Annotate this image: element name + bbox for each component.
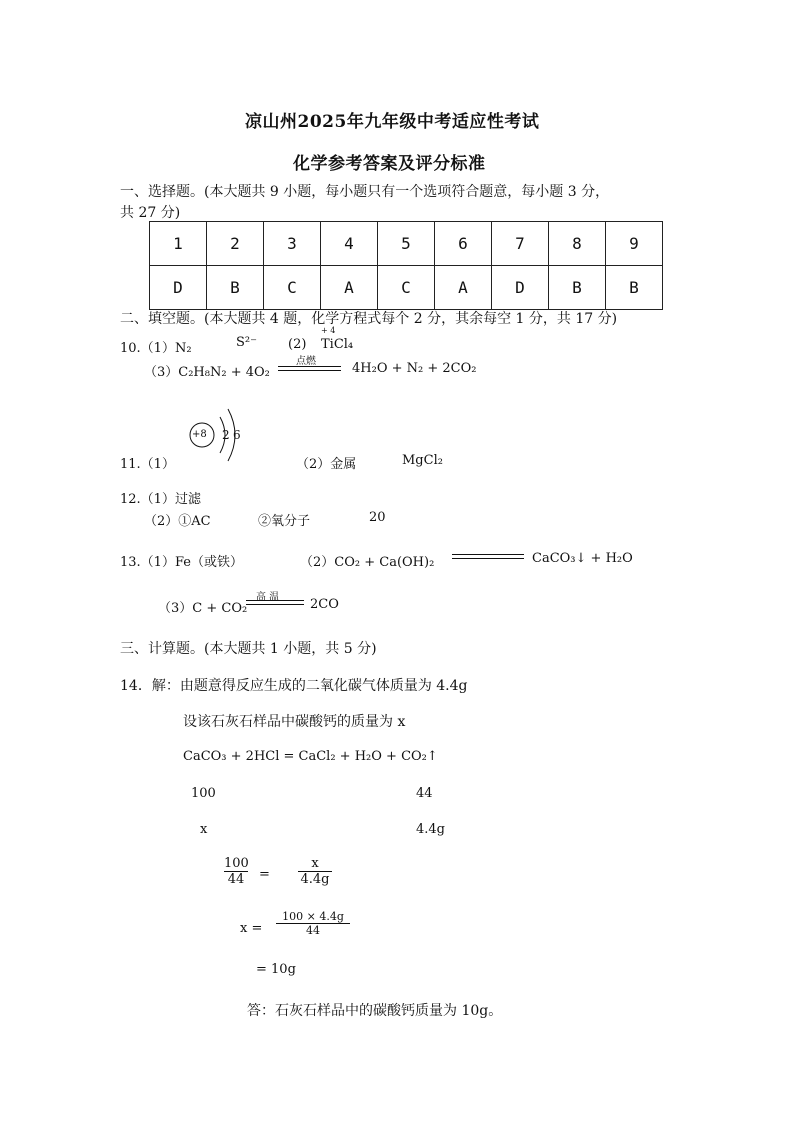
answer-cell: B <box>207 266 264 310</box>
q14-line1: 14．解：由题意得反应生成的二氧化碳气体质量为 4.4g <box>120 678 468 694</box>
q10-part2-formula: TiCl₄ <box>321 337 354 352</box>
q13-part1: 13.（1）Fe（或铁） <box>120 555 243 570</box>
fraction-denominator: 4.4g <box>300 872 330 887</box>
q12-part2c: 20 <box>369 510 386 525</box>
q13-equation-line-top <box>452 554 524 555</box>
q10-equation-line-bottom <box>278 370 341 371</box>
q11-label: 11.（1） <box>120 457 175 472</box>
fraction-numerator: x <box>311 856 319 871</box>
question-number: 1 <box>150 222 207 266</box>
q11-part2-formula: MgCl₂ <box>402 453 443 468</box>
question-number: 8 <box>549 222 606 266</box>
q13-part3-products: 2CO <box>310 597 339 612</box>
answer-cell: A <box>321 266 378 310</box>
question-number: 3 <box>264 222 321 266</box>
fraction-x-over-4.4g <box>298 856 332 887</box>
answer-cell: C <box>264 266 321 310</box>
atom-shell2-count: 6 <box>233 428 241 442</box>
q12-part2b: ②氧分子 <box>258 514 311 529</box>
q14-result: = 10g <box>256 962 296 977</box>
fraction-numerator: 100 × 4.4g <box>282 910 344 923</box>
q10-part3-reactants: （3）C₂H₈N₂ + 4O₂ <box>144 365 270 380</box>
q10-ion: S²⁻ <box>236 335 257 350</box>
answer-cell: B <box>549 266 606 310</box>
q13-equation-line-bottom <box>452 558 524 559</box>
q14-var-left: x <box>200 822 208 837</box>
question-number: 7 <box>492 222 549 266</box>
question-number: 4 <box>321 222 378 266</box>
section1-heading-cont: 共 27 分) <box>120 205 181 221</box>
q13-part2-products: CaCO₃↓ + H₂O <box>532 551 633 566</box>
answer-table-numbers-row <box>150 222 663 266</box>
q10-valence: + 4 <box>321 326 336 335</box>
q13-p3-line-top <box>246 600 304 601</box>
q14-var-right: 4.4g <box>416 822 445 837</box>
q10-equation-line-top <box>278 366 341 367</box>
answer-cell: C <box>378 266 435 310</box>
q13-p3-line-bottom <box>246 604 304 605</box>
section2-heading: 二、填空题。(本大题共 4 题，化学方程式每个 2 分，其余每空 1 分，共 17 分) <box>120 311 618 327</box>
q12-part2: （2）①AC <box>144 514 211 529</box>
q13-part3-reactants: （3）C + CO₂ <box>158 601 248 616</box>
fraction-solve-x <box>276 910 350 937</box>
q10-part3-products: 4H₂O + N₂ + 2CO₂ <box>352 361 477 376</box>
answer-cell: A <box>435 266 492 310</box>
q12-part1: 12.（1）过滤 <box>120 492 201 507</box>
page-title: 凉山州2025年九年级中考适应性考试 <box>245 112 540 132</box>
question-number: 6 <box>435 222 492 266</box>
fraction-numerator: 100 <box>224 856 249 871</box>
q14-mass-right: 44 <box>416 786 433 801</box>
page-subtitle: 化学参考答案及评分标准 <box>293 154 486 174</box>
q14-line2: 设该石灰石样品中碳酸钙的质量为 x <box>183 714 406 730</box>
q11-part2: （2）金属 <box>296 457 357 472</box>
answer-cell: B <box>606 266 663 310</box>
atom-nucleus-charge: +8 <box>192 429 207 440</box>
section3-heading: 三、计算题。(本大题共 1 小题，共 5 分) <box>120 641 377 657</box>
q14-equation: CaCO₃ + 2HCl = CaCl₂ + H₂O + CO₂↑ <box>183 749 438 764</box>
answer-cell: D <box>492 266 549 310</box>
question-number: 9 <box>606 222 663 266</box>
q10-part2-label: (2) <box>288 337 307 352</box>
q13-part2-reactants: （2）CO₂ + Ca(OH)₂ <box>300 555 435 570</box>
atom-shell1-count: 2 <box>222 428 230 442</box>
q10-condition: 点燃 <box>296 356 316 367</box>
q14-x-label: x = <box>240 921 263 936</box>
q14-answer: 答：石灰石样品中的碳酸钙质量为 10g。 <box>247 1003 503 1019</box>
fraction-denominator: 44 <box>227 872 245 887</box>
q10-part1: 10.（1）N₂ <box>120 341 192 356</box>
fraction-100-over-44 <box>224 856 248 887</box>
answer-cell: D <box>150 266 207 310</box>
section1-heading: 一、选择题。(本大题共 9 小题，每小题只有一个选项符合题意，每小题 3 分， <box>120 184 610 200</box>
question-number: 2 <box>207 222 264 266</box>
question-number: 5 <box>378 222 435 266</box>
answer-table <box>149 221 663 310</box>
fraction-denominator: 44 <box>306 924 320 937</box>
q14-mass-left: 100 <box>191 786 216 801</box>
q13-condition: 高 温 <box>256 592 280 603</box>
answer-table-answers-row <box>150 266 663 310</box>
equals-sign: = <box>259 867 270 882</box>
